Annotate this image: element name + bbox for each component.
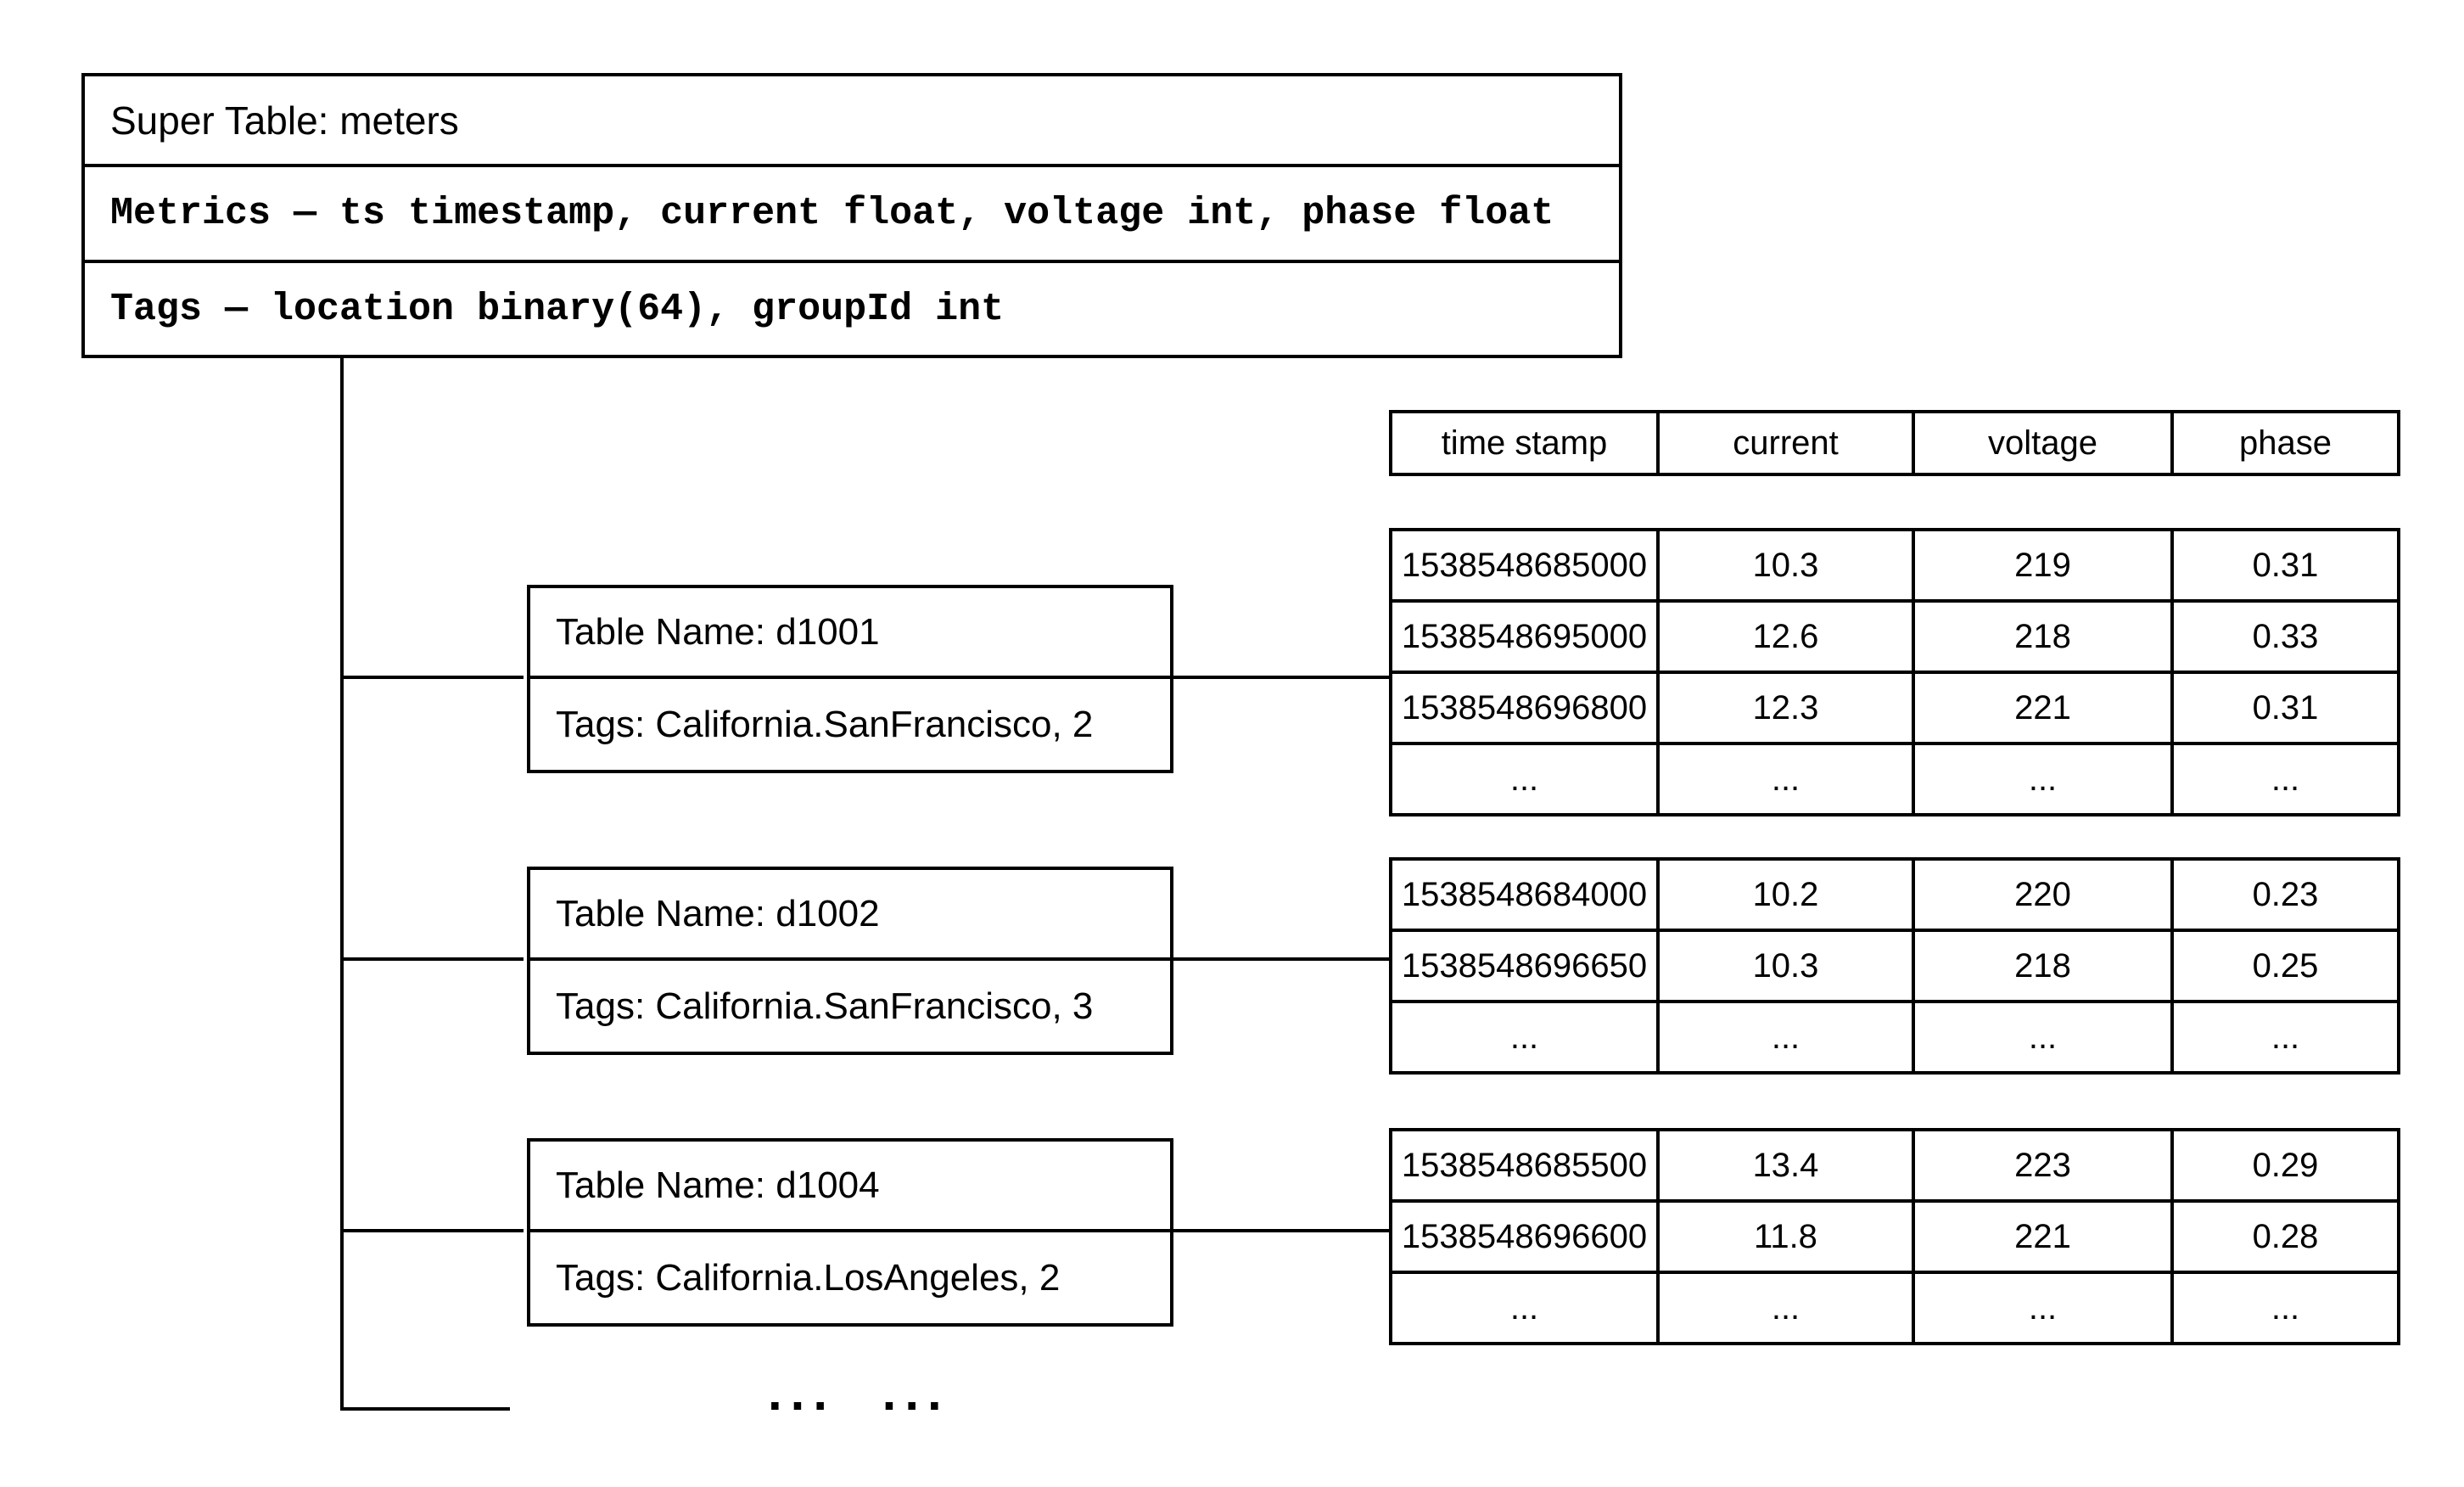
data-cell: 12.3: [1658, 672, 1913, 744]
table-row: [1391, 672, 2399, 744]
table-row-ellipsis: [1391, 744, 2399, 815]
subtable-tags: Tags: California.SanFrancisco, 2: [530, 676, 1170, 770]
table-row: [1391, 930, 2399, 1002]
data-cell: ...: [1391, 744, 1658, 815]
table-row-ellipsis: [1391, 1272, 2399, 1344]
data-cell: 10.2: [1658, 859, 1913, 930]
branch-line-d1004: [340, 1229, 524, 1232]
data-cell: ...: [2172, 1272, 2399, 1344]
data-cell: 0.25: [2172, 930, 2399, 1002]
data-cell: ...: [1391, 1002, 1658, 1073]
data-cell: 0.29: [2172, 1130, 2399, 1201]
data-cell: ...: [2172, 744, 2399, 815]
data-cell: 0.31: [2172, 530, 2399, 601]
data-table-d1004: [1389, 1128, 2400, 1345]
subtable-name: Table Name: d1001: [556, 610, 880, 653]
data-cell: 1538548696600: [1391, 1201, 1658, 1272]
connector-d1004-to-table: [1173, 1229, 1391, 1232]
connector-d1002-to-table: [1173, 957, 1391, 961]
branch-line-d1002: [340, 957, 524, 961]
table-row: [1391, 601, 2399, 672]
data-cell: 221: [1913, 1201, 2172, 1272]
data-cell: 0.28: [2172, 1201, 2399, 1272]
data-cell: ...: [1913, 744, 2172, 815]
data-cell: 1538548685500: [1391, 1130, 1658, 1201]
table-row: [1391, 1130, 2399, 1201]
data-cell: 219: [1913, 530, 2172, 601]
data-cell: ...: [1658, 1272, 1913, 1344]
data-cell: 1538548684000: [1391, 859, 1658, 930]
column-header-table: [1389, 410, 2400, 476]
data-table-d1001: [1389, 528, 2400, 816]
data-cell: 0.23: [2172, 859, 2399, 930]
subtable-name: Table Name: d1002: [556, 892, 880, 934]
data-cell: ...: [1913, 1272, 2172, 1344]
data-cell: 1538548695000: [1391, 601, 1658, 672]
subtable-box-d1004: [527, 1138, 1173, 1327]
subtable-tags: Tags: California.LosAngeles, 2: [530, 1229, 1170, 1323]
data-cell: ...: [2172, 1002, 2399, 1073]
data-cell: 1538548696650: [1391, 930, 1658, 1002]
table-row: [1391, 530, 2399, 601]
super-table-box: [81, 73, 1622, 358]
super-table-title: Super Table: meters: [110, 98, 459, 143]
branch-line-more: [340, 1407, 510, 1411]
data-cell: ...: [1391, 1272, 1658, 1344]
table-row-ellipsis: [1391, 1002, 2399, 1073]
super-table-metrics: Metrics — ts timestamp, current float, voltage int, phase float: [85, 164, 1619, 260]
data-cell: 221: [1913, 672, 2172, 744]
table-row: [1391, 859, 2399, 930]
data-cell: ...: [1913, 1002, 2172, 1073]
data-cell: 10.3: [1658, 530, 1913, 601]
data-cell: ...: [1658, 1002, 1913, 1073]
subtable-box-d1002: [527, 867, 1173, 1055]
data-table-d1002: [1389, 857, 2400, 1075]
subtable-box-d1001: [527, 585, 1173, 773]
data-cell: 218: [1913, 930, 2172, 1002]
column-header-phase: phase: [2172, 412, 2399, 474]
data-cell: 1538548685000: [1391, 530, 1658, 601]
data-cell: 1538548696800: [1391, 672, 1658, 744]
data-cell: 0.31: [2172, 672, 2399, 744]
branch-line-d1001: [340, 676, 524, 679]
data-cell: 223: [1913, 1130, 2172, 1201]
data-cell: 11.8: [1658, 1201, 1913, 1272]
data-cell: 0.33: [2172, 601, 2399, 672]
data-cell: ...: [1658, 744, 1913, 815]
column-header-voltage: voltage: [1913, 412, 2172, 474]
data-cell: 13.4: [1658, 1130, 1913, 1201]
header-row: [1391, 412, 2399, 474]
column-header-current: current: [1658, 412, 1913, 474]
subtable-name: Table Name: d1004: [556, 1164, 880, 1206]
data-cell: 220: [1913, 859, 2172, 930]
subtable-tags: Tags: California.SanFrancisco, 3: [530, 957, 1170, 1052]
more-tables-ellipsis: ... ...: [768, 1364, 950, 1421]
super-table-tags: Tags — location binary(64), groupId int: [85, 260, 1619, 355]
table-row: [1391, 1201, 2399, 1272]
data-cell: 10.3: [1658, 930, 1913, 1002]
connector-d1001-to-table: [1173, 676, 1391, 679]
column-header-time-stamp: time stamp: [1391, 412, 1658, 474]
tree-trunk-line: [340, 358, 344, 1411]
data-cell: 12.6: [1658, 601, 1913, 672]
data-cell: 218: [1913, 601, 2172, 672]
